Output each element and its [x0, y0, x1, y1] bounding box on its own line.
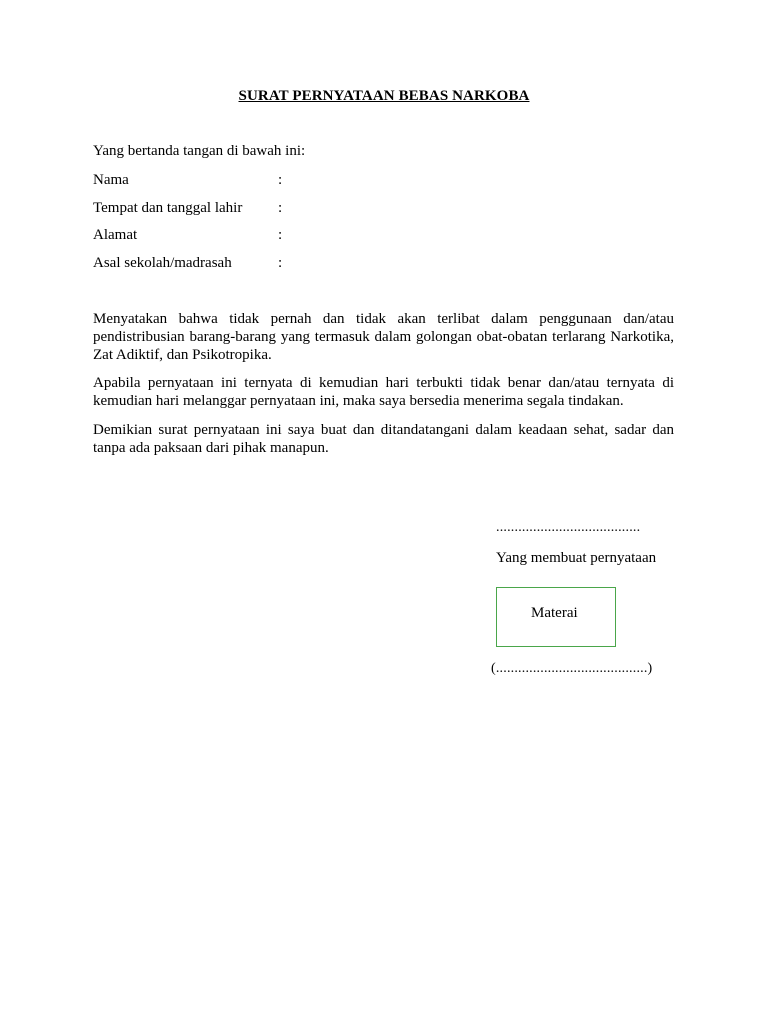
field-colon: : — [278, 255, 283, 271]
field-row-tempat-tanggal-lahir — [93, 200, 393, 220]
field-row-asal-sekolah — [93, 255, 393, 275]
paragraph-consequence: Apabila pernyataan ini ternyata di kemudian hari terbukti tidak benar dan/atau ternyata di kemudian hari melanggar pernyataan ini, maka saya bersedia menerima segala tindakan. — [93, 375, 674, 409]
stamp-label: Materai — [531, 605, 578, 621]
field-row-nama — [93, 172, 393, 192]
paragraph-statement: Menyatakan bahwa tidak pernah dan tidak akan terlibat dalam penggunaan dan/atau pendistribusian barang-barang yang termasuk dalam golongan obat-obatan terlarang Narkotika, Zat Adiktif, dan Psikotropika. — [93, 311, 674, 363]
field-label: Tempat dan tanggal lahir — [93, 200, 243, 216]
stamp-box — [496, 587, 616, 647]
field-label: Nama — [93, 172, 129, 188]
field-colon: : — [278, 227, 283, 243]
signature-caption: Yang membuat pernyataan — [496, 550, 657, 566]
field-row-alamat — [93, 227, 393, 247]
field-label: Asal sekolah/madrasah — [93, 255, 232, 271]
field-colon: : — [278, 200, 283, 216]
paragraph-closing: Demikian surat pernyataan ini saya buat dan ditandatangani dalam keadaan sehat, sadar dan tanpa ada paksaan dari pihak manapun. — [93, 422, 674, 456]
field-label: Alamat — [93, 227, 138, 243]
intro-text: Yang bertanda tangan di bawah ini: — [93, 143, 306, 159]
signature-place-date-line: ....................................... — [496, 520, 641, 535]
signature-name-line: (.........................................) — [491, 661, 653, 676]
document-title: SURAT PERNYATAAN BEBAS NARKOBA — [238, 88, 530, 104]
field-colon: : — [278, 172, 283, 188]
